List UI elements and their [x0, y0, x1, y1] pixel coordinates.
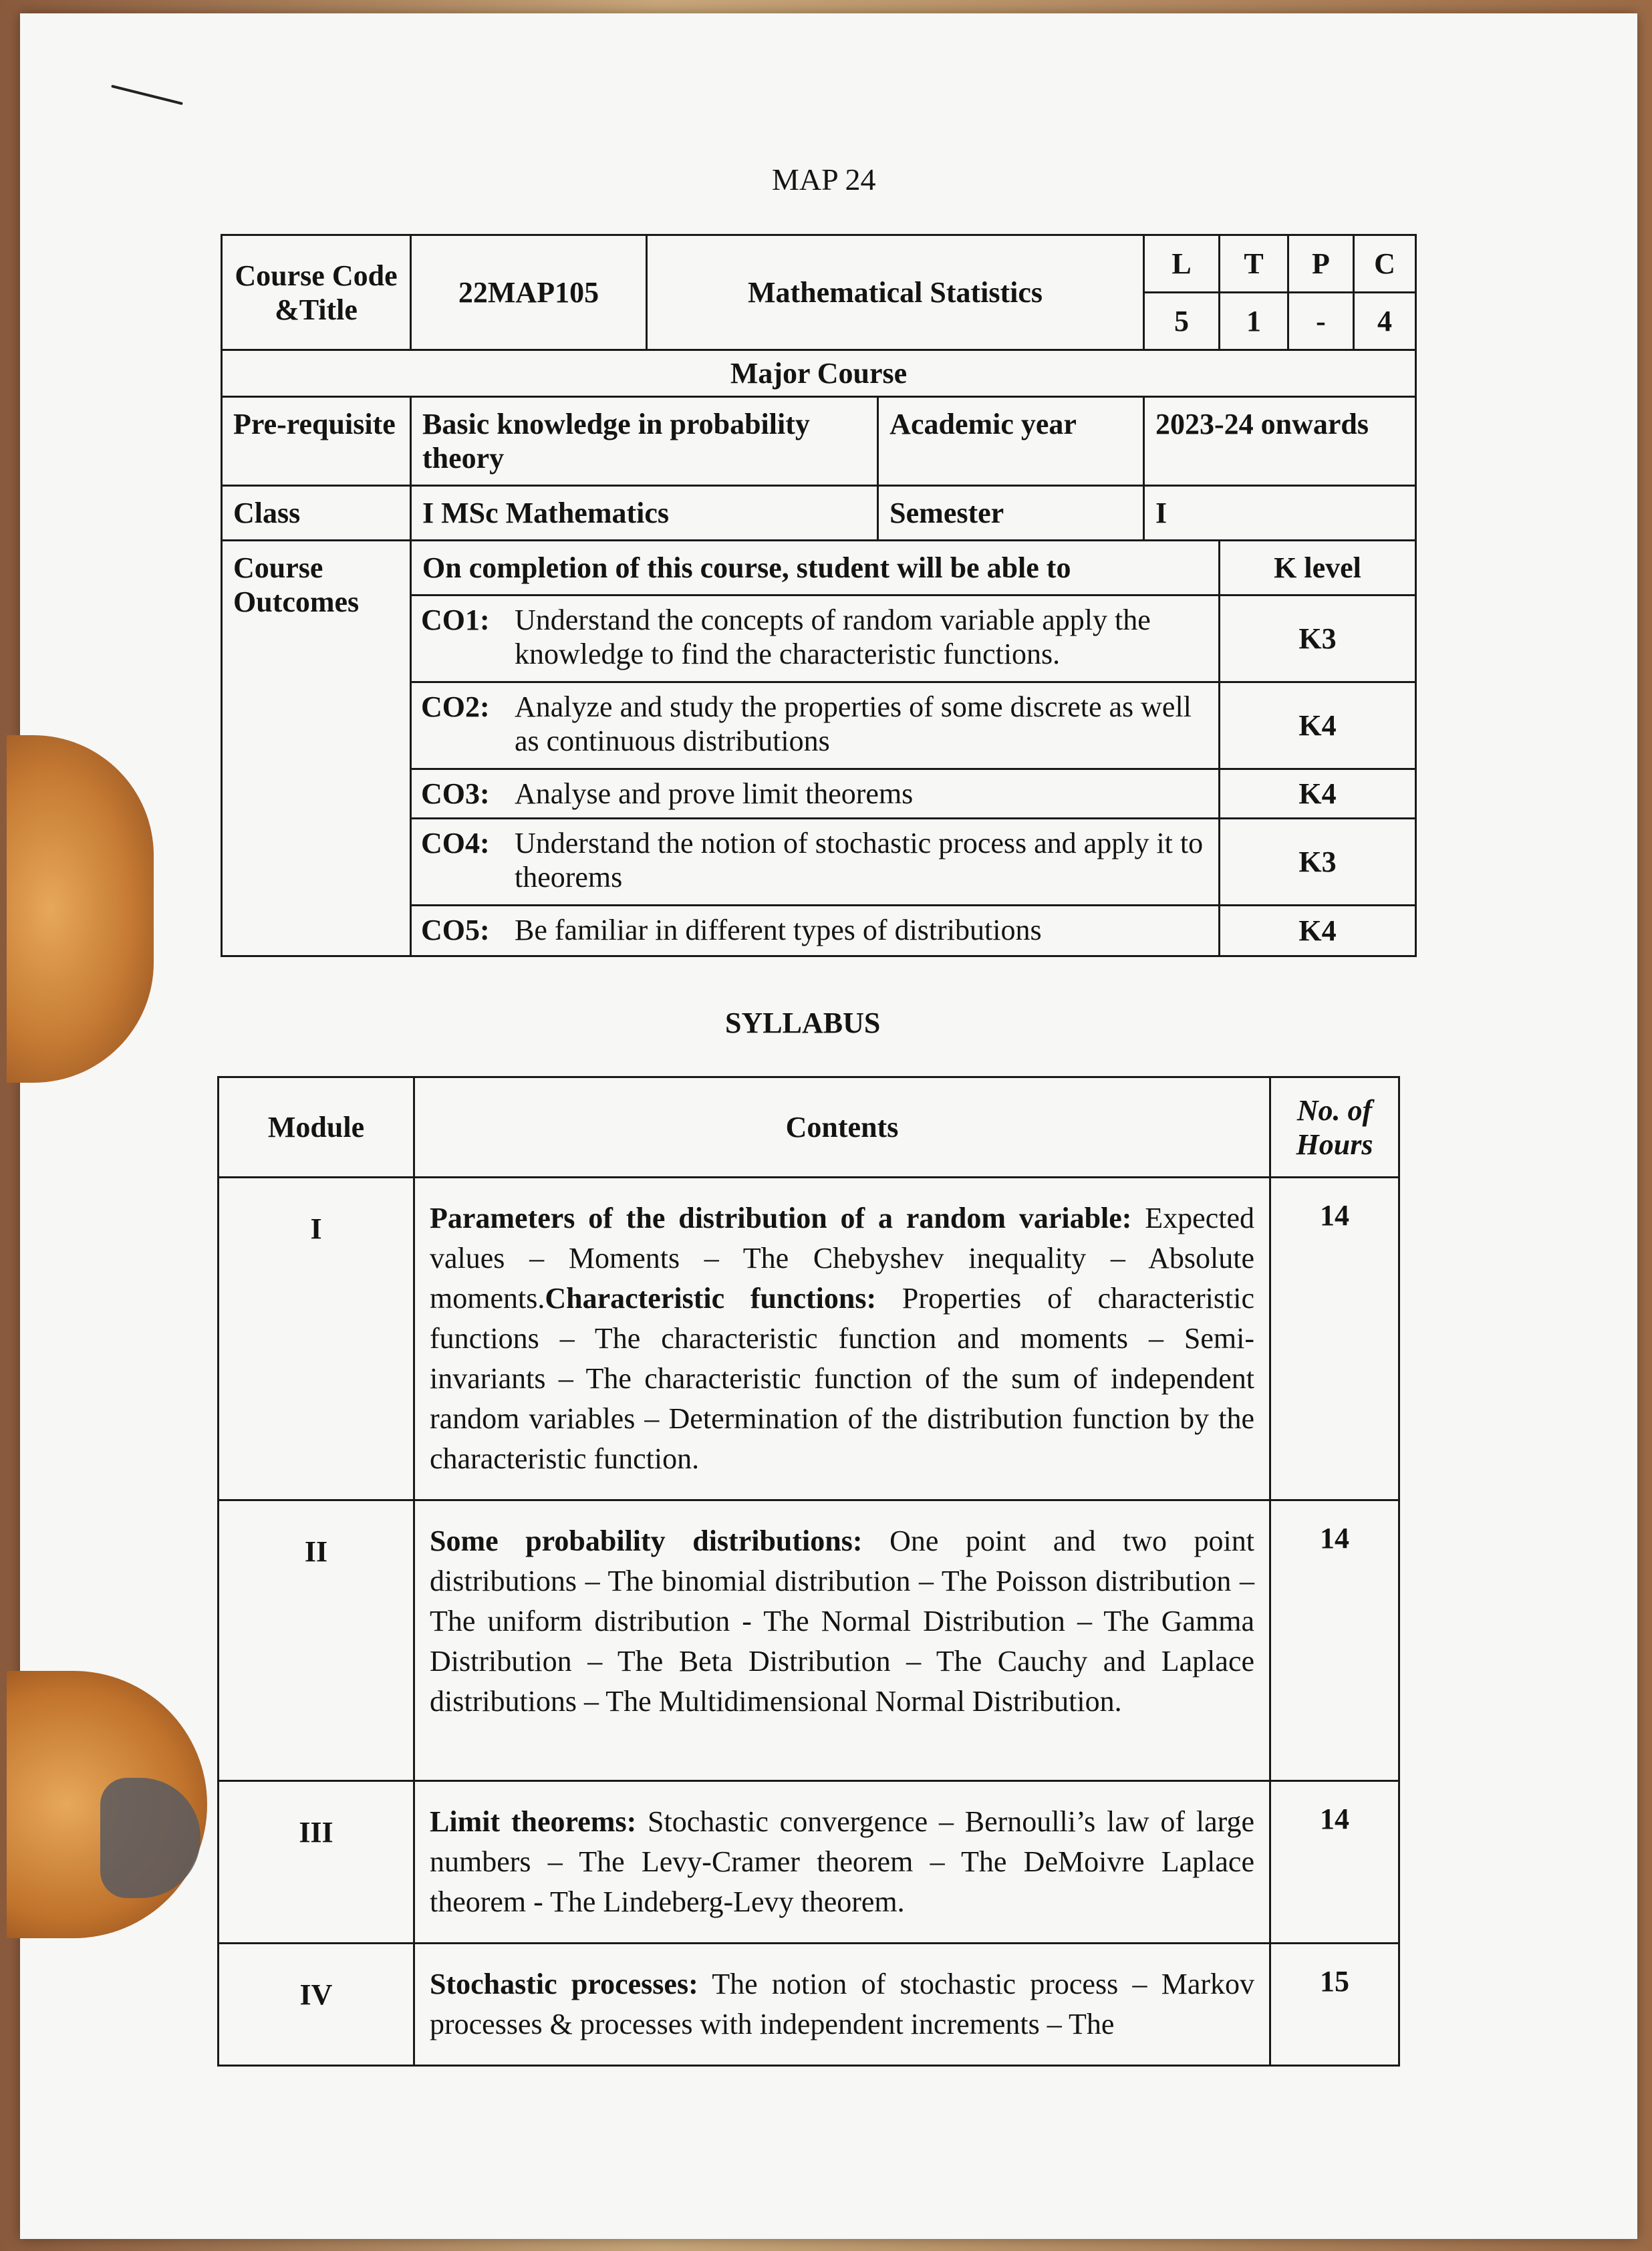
outcome-k-level: K4 [1220, 769, 1416, 819]
course-info-table [221, 234, 1417, 957]
module-heading: Stochastic processes: [430, 1968, 698, 2000]
module-text: Expected values – Moments – The Chebyshev inequality – Absolute moments. [430, 1202, 1254, 1315]
module-heading: Limit theorems: [430, 1805, 637, 1838]
course-code: 22MAP105 [411, 235, 647, 350]
module-hours: 14 [1270, 1781, 1399, 1944]
outcome-id: CO4: [421, 827, 490, 859]
prereq-value: Basic knowledge in probability theory [411, 397, 878, 486]
module-hours: 15 [1270, 1944, 1399, 2066]
syllabus-table [217, 1076, 1400, 2067]
module-hours: 14 [1270, 1178, 1399, 1500]
module-heading: Parameters of the distribution of a random variable: [430, 1202, 1132, 1234]
module-text: Stochastic convergence – Bernoulli’s law of large numbers – The Levy-Cramer theorem – The DeMoivre Laplace theorem - The Lindeberg-Levy theorem. [430, 1805, 1254, 1918]
class-value: I MSc Mathematics [411, 486, 878, 541]
module-number: I [219, 1178, 414, 1500]
thumb-upper [7, 735, 154, 1083]
module-number: III [219, 1781, 414, 1944]
ltpc-label-c: C [1354, 235, 1416, 293]
module-number: II [219, 1500, 414, 1781]
outcomes-intro: On completion of this course, student will be able to [411, 541, 1220, 595]
module-contents [414, 1178, 1270, 1500]
course-title: Mathematical Statistics [647, 235, 1144, 350]
ltpc-label-l: L [1144, 235, 1220, 293]
outcome-row [411, 819, 1220, 906]
module-heading-2: Characteristic functions: [545, 1282, 877, 1315]
outcome-k-level: K4 [1220, 682, 1416, 769]
module-heading: Some probability distributions: [430, 1525, 863, 1557]
outcome-text: Analyze and study the properties of some discrete as well as continuous distributions [515, 690, 1192, 757]
module-contents [414, 1781, 1270, 1944]
ltpc-label-p: P [1288, 235, 1354, 293]
col-contents-header: Contents [414, 1077, 1270, 1178]
module-hours: 14 [1270, 1500, 1399, 1781]
outcome-text: Understand the notion of stochastic process and apply it to theorems [515, 827, 1204, 894]
outcome-row [411, 682, 1220, 769]
prereq-label: Pre-requisite [222, 397, 411, 486]
col-hours-header: No. of Hours [1270, 1077, 1399, 1178]
academic-year-value: 2023-24 onwards [1144, 397, 1416, 486]
outcome-row [411, 595, 1220, 682]
ltpc-value-c: 4 [1354, 293, 1416, 350]
outcome-text: Understand the concepts of random variable apply the knowledge to find the characteristic functions. [515, 604, 1151, 670]
semester-label: Semester [878, 486, 1144, 541]
outcome-id: CO1: [421, 604, 490, 636]
col-module-header: Module [219, 1077, 414, 1178]
semester-value: I [1144, 486, 1416, 541]
module-contents [414, 1500, 1270, 1781]
pen-mark [111, 85, 183, 105]
module-text: The notion of stochastic process – Markov processes & processes with independent increments – The [430, 1968, 1255, 2040]
outcome-text: Analyse and prove limit theorems [515, 777, 914, 810]
module-text-2: Properties of characteristic functions – The characteristic function and moments – Semi-invariants – The characteristic function of the sum of independent random variables – Determination of the distribution function by the characteristic function. [430, 1282, 1255, 1475]
academic-year-label: Academic year [878, 397, 1144, 486]
k-level-header: K level [1220, 541, 1416, 595]
outcome-text: Be familiar in different types of distributions [515, 914, 1042, 946]
outcome-id: CO3: [421, 777, 490, 810]
outcome-id: CO2: [421, 690, 490, 723]
course-code-title-label: Course Code &Title [222, 235, 411, 350]
outcome-id: CO5: [421, 914, 490, 946]
syllabus-title: SYLLABUS [725, 1007, 881, 1039]
module-contents [414, 1944, 1270, 2066]
module-text: One point and two point distributions – The binomial distribution – The Poisson distribution – The uniform distribution - The Normal Distribution – The Gamma Distribution – The Beta Distribution – The Cauchy and Laplace distributions – The Multidimensional Normal Distribution. [430, 1525, 1254, 1718]
outcomes-label: Course Outcomes [222, 541, 411, 956]
outcome-k-level: K4 [1220, 906, 1416, 956]
page-header-code: MAP 24 [772, 162, 876, 196]
outcome-row [411, 906, 1220, 956]
module-number: IV [219, 1944, 414, 2066]
outcome-row [411, 769, 1220, 819]
class-label: Class [222, 486, 411, 541]
ltpc-value-l: 5 [1144, 293, 1220, 350]
document-page [20, 13, 1637, 2239]
ltpc-value-p: - [1288, 293, 1354, 350]
course-category: Major Course [222, 350, 1416, 397]
ltpc-label-t: T [1220, 235, 1288, 293]
outcome-k-level: K3 [1220, 595, 1416, 682]
ltpc-value-t: 1 [1220, 293, 1288, 350]
outcome-k-level: K3 [1220, 819, 1416, 906]
